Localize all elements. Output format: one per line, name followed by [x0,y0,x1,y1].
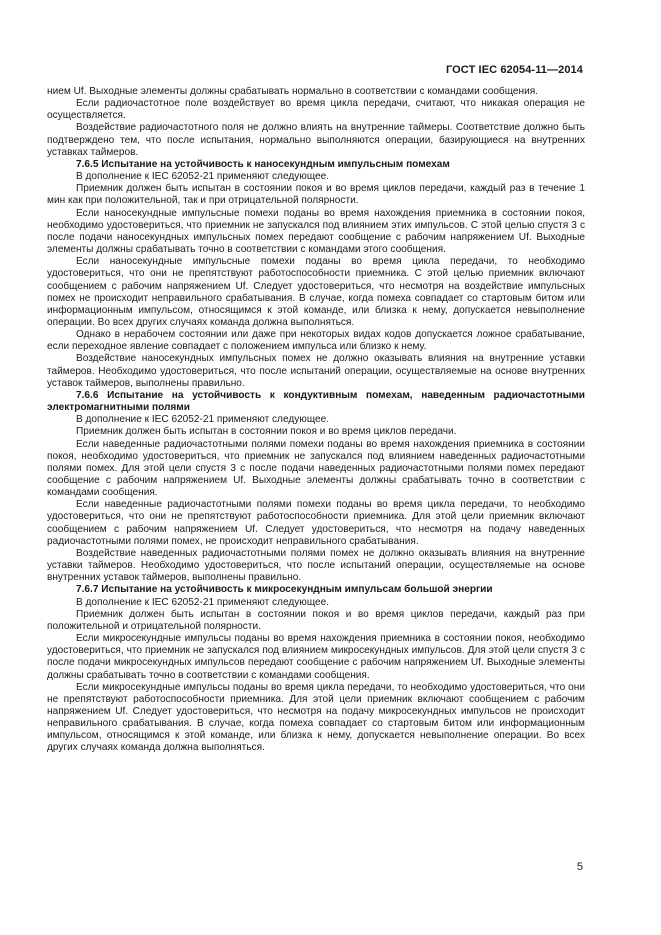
paragraph: Если микросекундные импульсы поданы во время нахождения приемника в состоянии покоя, необходимо удостовериться, что приемник не запускался под влиянием микросекундных импульсов. Для этой цели спустя 3 с после подачи микросекундных импульсов передают сообщение с рабочим напряжением Uf. Выходные элементы должны срабатывать точно в соответствии с командами сообщения. [47,633,585,681]
paragraph: Если радиочастотное поле воздействует во время цикла передачи, считают, что никакая операция не осуществляется. [47,98,585,122]
paragraph: Приемник должен быть испытан в состоянии покоя и во время циклов передачи, каждый раз при положительной и отрицательной полярности. [47,608,585,632]
paragraph: В дополнение к IEC 62052-21 применяют следующее. [76,171,330,183]
document-header: ГОСТ IEC 62054-11—2014 [445,64,583,76]
section-heading: 7.6.7 Испытание на устойчивость к микросекундным импульсам большой энергии [76,584,493,596]
document-body [47,86,585,755]
paragraph: нием Uf. Выходные элементы должны срабатывать нормально в соответствии с командами сообщения. [47,86,539,97]
paragraph: Воздействие наведенных радиочастотными полями помех не должно оказывать влияния на внутренние уставки таймеров. Необходимо удостовериться, что после испытаний операции, осуществляемые на основе внутренних уставок таймеров, выполнены правильно. [47,547,585,584]
paragraph: Приемник должен быть испытан в состоянии покоя и во время циклов передачи, каждый раз в течение 1 мин как при положительной, так и при отрицательной полярности. [47,183,585,207]
paragraph: Если наносекундные импульсные помехи поданы во время нахождения приемника в состоянии покоя, необходимо удостовериться, что приемник не запускался под влиянием этих импульсов. С этой целью спустя 3 с после подачи наносекундных импульсных помех передают сообщение с рабочим напряжением Uf. Выходные элементы должны срабатывать точно в соответствии с командами этого сообщения. [47,207,585,256]
paragraph: Если наносекундные импульсные помехи поданы во время цикла передачи, то необходимо удостовериться, что они не препятствуют работоспособности приемника. С этой целью приемник включают сообщением с рабочим напряжением Uf. Следует удостовериться, что несмотря на воздействие импульсных помех не происходит неправильного срабатывания. В случае, когда помеха совпадает со стартовым битом или информационным импульсом, относящимся к этой команде, или близка к нему, допускается невыполнение операции. Во всех других случаях команда должна выполняться. [47,256,585,328]
paragraph: В дополнение к IEC 62052-21 применяют следующее. [76,414,330,426]
paragraph: В дополнение к IEC 62052-21 применяют следующее. [76,596,330,608]
paragraph: Если микросекундные импульсы поданы во время цикла передачи, то необходимо удостовериться, что они не препятствуют работоспособности приемника. Для этой цели приемник включают сообщением с рабочим напряжением Uf. Следует удостовериться, что несмотря на подачу микросекундных импульсов не происходит неправильного срабатывания. В случае, когда помеха совпадает со стартовым битом или информационным импульсом, относящимся к этой команде, или близка к нему, допускается невыполнение операции. Во всех других случаях команда должна выполняться. [47,681,585,754]
section-heading: 7.6.6 Испытание на устойчивость к кондуктивным помехам, наведенным радиочастотными электромагнитными полями [47,389,585,414]
paragraph: Если наведенные радиочастотными полями помехи поданы во время нахождения приемника в состоянии покоя, необходимо удостовериться, что приемник не запускался под влиянием наведенных радиочастотными полями помех. Для этой цели спустя 3 с после подачи наведенных радиочастотными полями помех передают сообщение с рабочим напряжением Uf. Выходные элементы должны срабатывать точно в соответствии с командами сообщения. [47,438,585,499]
paragraph: Воздействие наносекундных импульсных помех не должно оказывать влияния на внутренние уставки таймеров. Необходимо удостовериться, что после испытаний операции, осуществляемые на основе внутренних уставок таймеров, выполнены правильно. [47,353,585,389]
page-number: 5 [576,861,583,873]
paragraph: Приемник должен быть испытан в состоянии покоя и во время циклов передачи. [76,426,457,438]
paragraph: Однако в нерабочем состоянии или даже при некоторых видах кодов допускается ложное срабатывание, если переходное явление совпадает с положением импульса или близко к нему. [47,329,585,353]
paragraph: Воздействие радиочастотного поля не должно влиять на внутренние таймеры. Соответствие должно быть подтверждено тем, что после испытания, нормально выполняются операции, базирующиеся на внутренних уставках таймеров. [47,122,585,158]
paragraph: Если наведенные радиочастотными полями помехи поданы во время цикла передачи, то необходимо удостовериться, что они не препятствуют работоспособности приемника. Для этой цели приемник включают сообщением с рабочим напряжением Uf. Следует удостовериться, что несмотря на подачу наведенных радиочастотными полями помех, не происходит неправильного срабатывания. [47,499,585,547]
section-heading: 7.6.5 Испытание на устойчивость к наносекундным импульсным помехам [76,158,450,170]
